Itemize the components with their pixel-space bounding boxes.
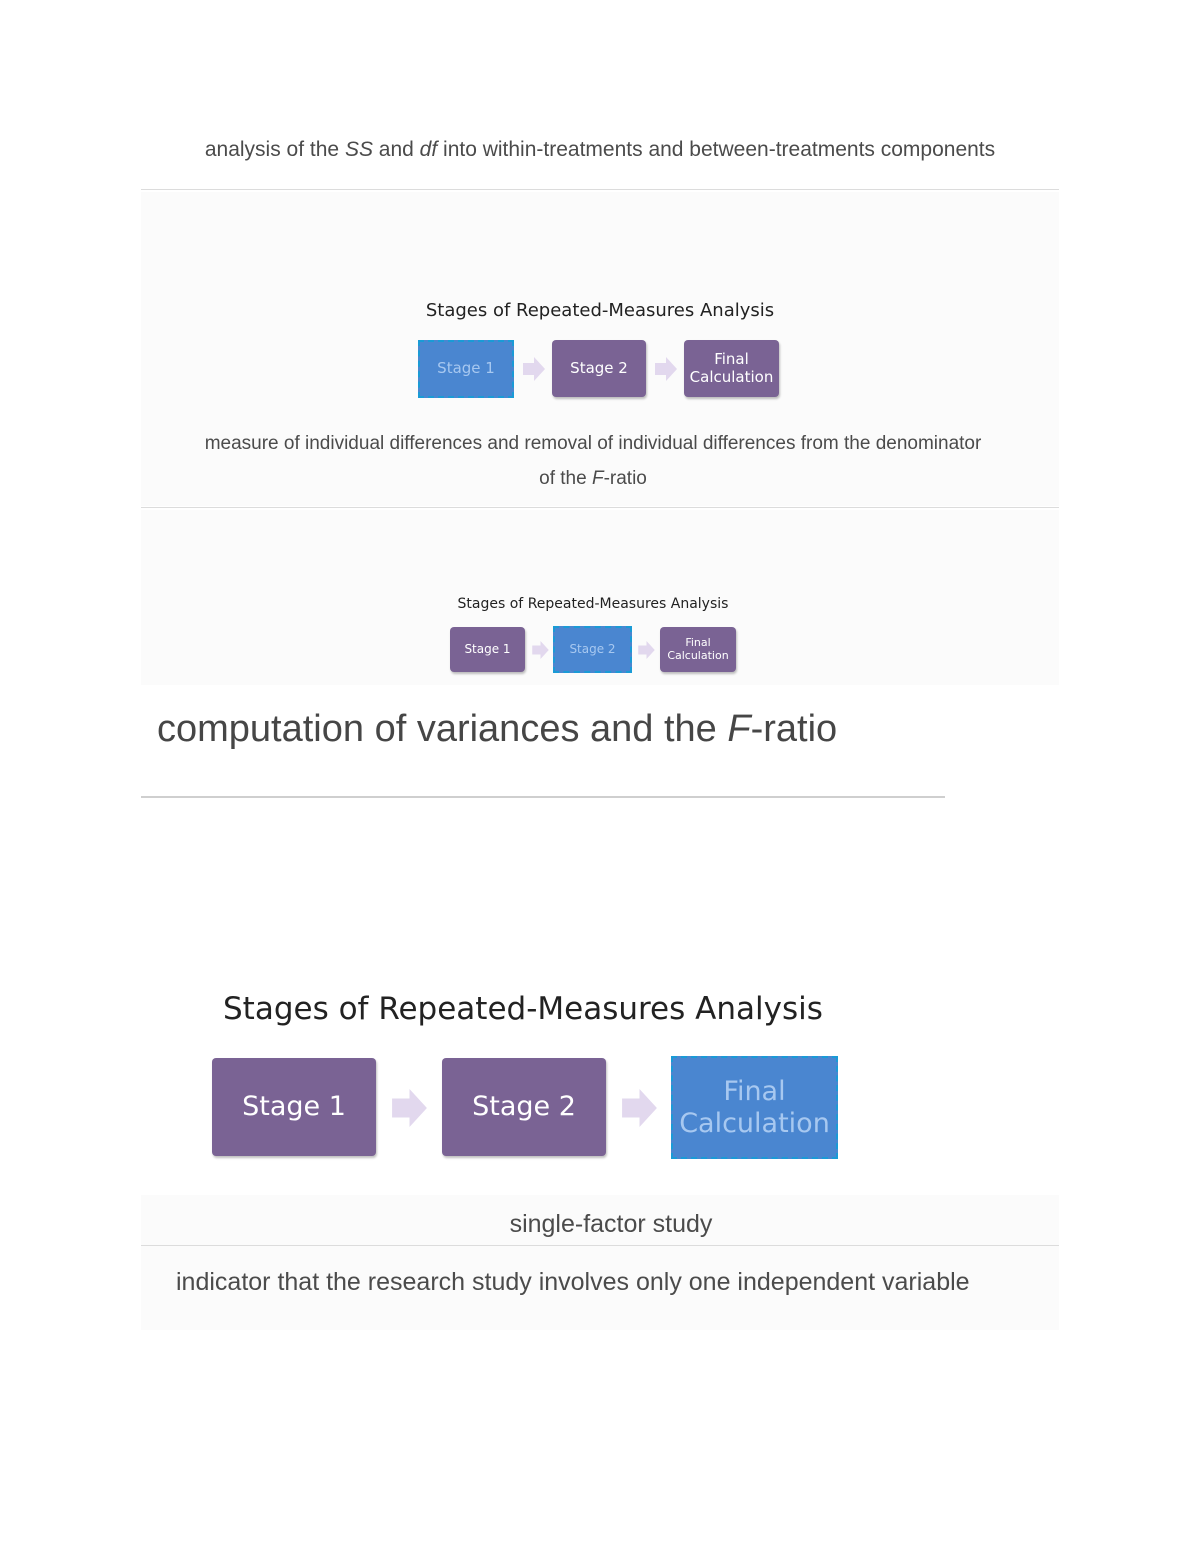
- final-label-line1: Final: [714, 350, 749, 369]
- right-arrow-icon: [638, 641, 655, 659]
- card2-text-c: -ratio: [603, 468, 647, 489]
- final-label-line2: Calculation: [679, 1107, 830, 1139]
- diagram-title: Stages of Repeated-Measures Analysis: [223, 991, 823, 1027]
- stage2-box: [552, 340, 646, 397]
- stage2-label: Stage 2: [570, 358, 628, 377]
- divider-3: [141, 796, 945, 798]
- stages-diagram-3: [205, 985, 850, 1165]
- stages-diagram-1: [410, 298, 790, 408]
- card4-definition: indicator that the research study involves only one independent variable: [176, 1268, 970, 1296]
- divider-1: [141, 189, 1059, 190]
- card2-line2: [140, 461, 1046, 496]
- stage1-label: Stage 1: [242, 1091, 346, 1123]
- right-arrow-icon: [391, 1089, 428, 1127]
- stages-diagram-2: [442, 595, 744, 677]
- diagram-title: Stages of Repeated-Measures Analysis: [457, 596, 729, 612]
- final-label-line1: Final: [685, 635, 711, 649]
- card1-em-df: df: [419, 138, 438, 161]
- stage2-box: [442, 1058, 606, 1156]
- card3-text-a: computation of variances and the: [157, 708, 728, 750]
- card1-text-c: into within-treatments and between-treatments components: [437, 138, 996, 161]
- stage1-label: Stage 1: [464, 641, 511, 656]
- card2-definition: [140, 426, 1046, 496]
- card3-definition: [157, 708, 837, 751]
- card2-line1: measure of individual differences and removal of individual differences from the denominator: [204, 433, 982, 454]
- stage2-label: Stage 2: [569, 641, 616, 656]
- right-arrow-icon: [621, 1089, 658, 1127]
- final-label-line2: Calculation: [667, 648, 729, 662]
- card1-text-a: analysis of the: [204, 138, 345, 161]
- stage1-box: [212, 1058, 376, 1156]
- final-calculation-box: [660, 627, 736, 672]
- divider-2: [141, 507, 1059, 508]
- stage2-label: Stage 2: [472, 1091, 576, 1123]
- card1-text-b: and: [372, 138, 420, 161]
- stage2-box: [553, 626, 632, 673]
- stage1-box: [450, 627, 525, 672]
- right-arrow-icon: [655, 357, 677, 381]
- stage1-box: [418, 340, 514, 398]
- right-arrow-icon: [532, 641, 549, 659]
- divider-4: [141, 1245, 1059, 1246]
- diagram-title: Stages of Repeated-Measures Analysis: [425, 300, 775, 321]
- stage1-label: Stage 1: [437, 359, 495, 378]
- card1-em-ss: SS: [344, 138, 373, 161]
- card3-text-b: -ratio: [750, 708, 838, 750]
- final-label-line1: Final: [723, 1076, 786, 1108]
- card3-em-f: F: [727, 708, 751, 750]
- final-label-line2: Calculation: [689, 367, 774, 386]
- card1-definition: [140, 138, 1060, 162]
- final-calculation-box: [671, 1056, 838, 1159]
- card2-text-b: of the: [539, 468, 592, 489]
- card4-term: single-factor study: [509, 1210, 713, 1238]
- card2-em-f: F: [591, 468, 604, 489]
- right-arrow-icon: [523, 357, 545, 381]
- final-calculation-box: [684, 340, 779, 397]
